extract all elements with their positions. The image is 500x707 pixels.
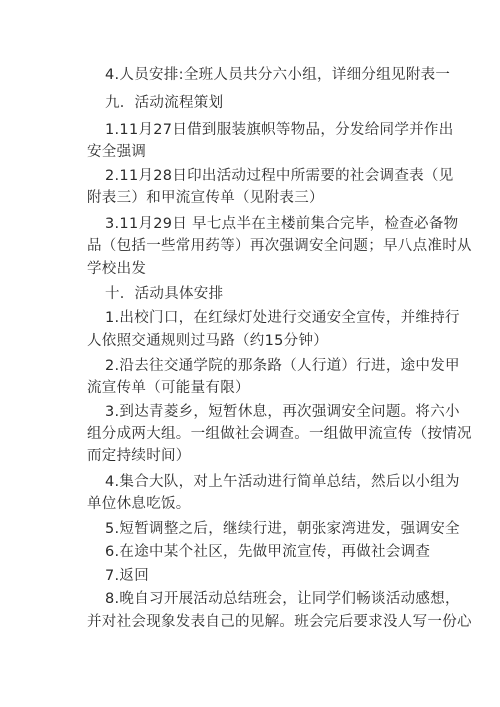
text-line: 3.到达青菱乡，短暂休息，再次强调安全问题。将六小 xyxy=(105,404,460,420)
text-line: 1.出校门口，在红绿灯处进行交通安全宣传，并维持行 xyxy=(105,310,460,326)
text-line: 5.短暂调整之后，继续行进，朝张家湾进发，强调安全 xyxy=(105,521,460,537)
text-line: 4.集合大队，对上午活动进行简单总结，然后以小组为 xyxy=(105,474,460,490)
text-line: 4.人员安排:全班人员共分六小组，详细分组见附表一 xyxy=(105,67,451,83)
text-line: 流宣传单（可能量有限） xyxy=(87,380,250,396)
text-line: 附表三）和甲流宣传单（见附表三） xyxy=(87,190,324,206)
text-line: 6.在途中某个社区，先做甲流宣传，再做社会调查 xyxy=(105,544,431,560)
text-line: 单位休息吃饭。 xyxy=(87,496,191,512)
text-line: 3.11月29日 早七点半在主楼前集合完毕，检查必备物 xyxy=(105,216,459,232)
section-heading: 十．活动具体安排 xyxy=(105,286,224,302)
text-line: 组分成两大组。一组做社会调查。一组做甲流宣传（按情况 xyxy=(87,426,472,442)
text-line: 品（包括一些常用药等）再次强调安全问题；早八点准时从 xyxy=(87,238,472,254)
section-heading: 九．活动流程策划 xyxy=(105,95,224,111)
text-line: 2.沿去往交通学院的那条路（人行道）行进，途中发甲 xyxy=(105,358,460,374)
text-line: 安全强调 xyxy=(87,144,147,160)
text-line: 学校出发 xyxy=(87,261,147,277)
text-line: 并对社会现象发表自己的见解。班会完后要求没人写一份心 xyxy=(87,614,472,630)
text-line: 而定持续时间） xyxy=(87,448,191,464)
text-line: 人依照交通规则过马路（约15分钟） xyxy=(87,333,329,349)
text-line: 8.晚自习开展活动总结班会，让同学们畅谈活动感想， xyxy=(105,591,460,607)
text-line: 2.11月28日印出活动过程中所需要的社会调查表（见 xyxy=(105,168,454,184)
text-line: 7.返回 xyxy=(105,568,150,584)
text-line: 1.11月27日借到服装旗帜等物品，分发给同学并作出 xyxy=(105,122,454,138)
